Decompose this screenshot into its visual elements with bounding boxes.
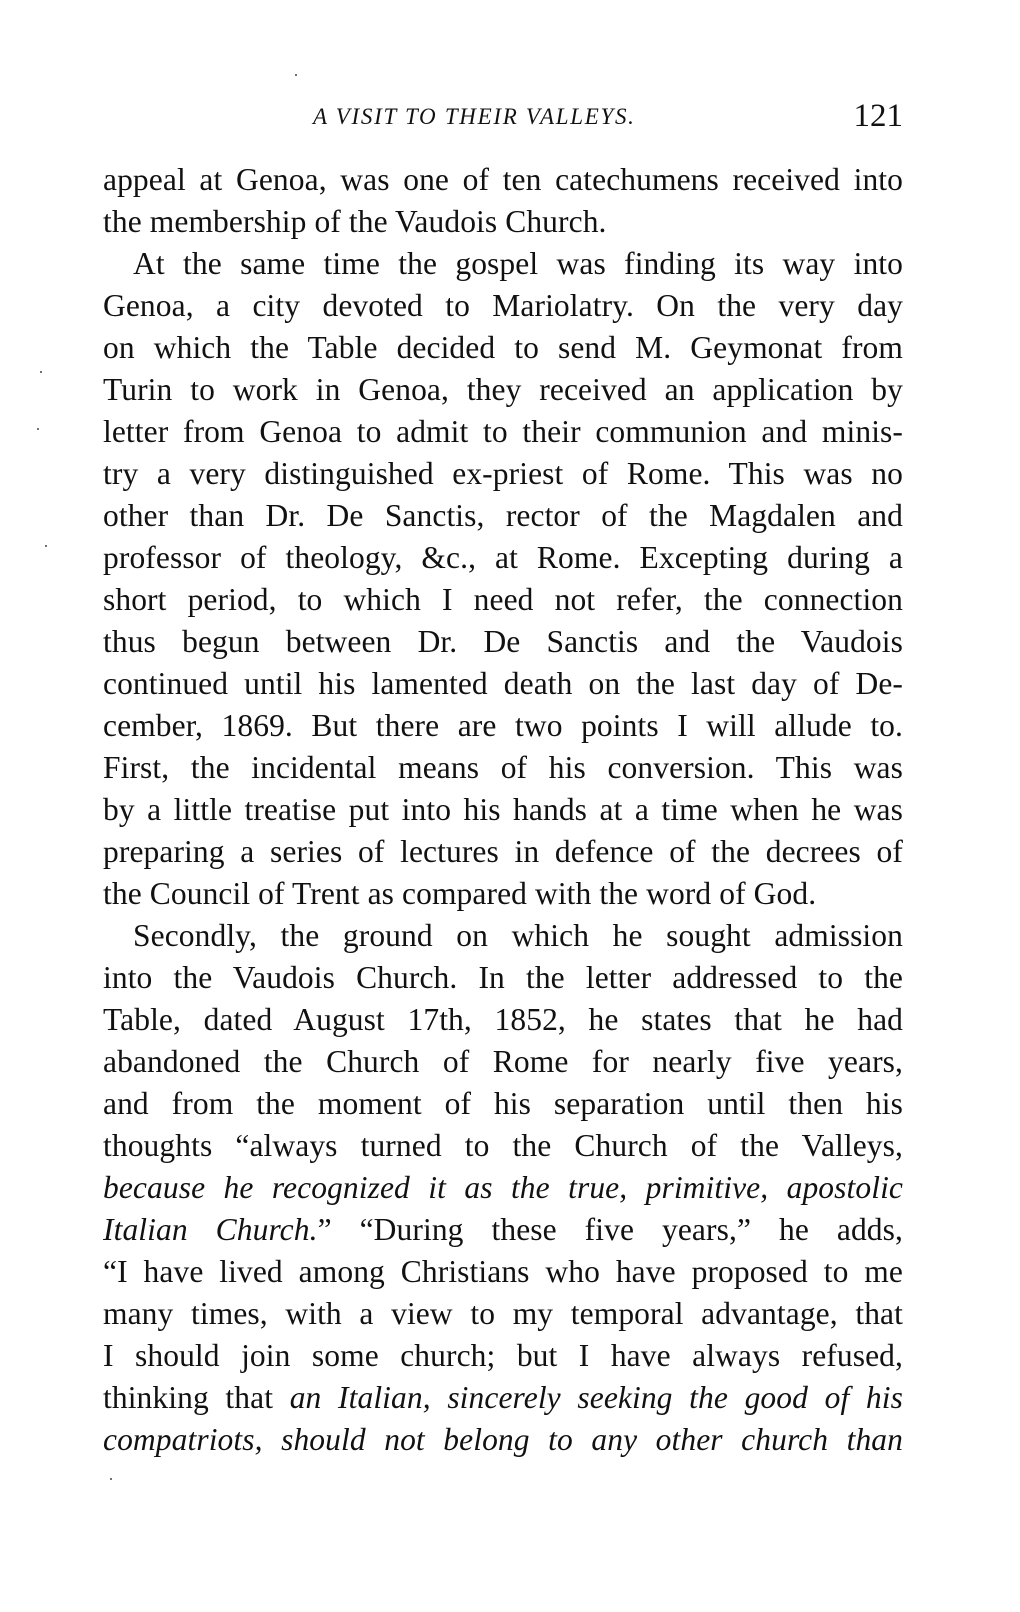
text-line [103, 622, 903, 662]
text-run: other than Dr. De Sanctis, rector of the Magdalen and [103, 498, 903, 533]
text-run: ” “During these five years,” he adds, [317, 1212, 903, 1247]
text-line [103, 160, 903, 200]
italic-text: an Italian, sincerely seeking the good of his [289, 1380, 903, 1415]
print-speck [37, 428, 39, 430]
text-run: on which the Table decided to send M. Geymonat from [103, 330, 903, 365]
text-line [103, 1084, 903, 1124]
text-run: the membership of the Vaudois Church. [103, 204, 607, 239]
text-run: cember, 1869. But there are two points I will allude to. [103, 708, 903, 743]
text-line [103, 916, 903, 956]
text-line [103, 1210, 903, 1250]
text-line [103, 454, 903, 494]
text-line [103, 244, 903, 284]
text-line [103, 1042, 903, 1082]
text-run: by a little treatise put into his hands at a time when he was [103, 792, 903, 827]
print-speck [45, 545, 47, 547]
running-title: A VISIT TO THEIR VALLEYS. [313, 104, 636, 129]
text-line [103, 496, 903, 536]
text-run: Turin to work in Genoa, they received an application by [103, 372, 903, 407]
text-line [103, 370, 903, 410]
text-run: short period, to which I need not refer, the connection [103, 582, 903, 617]
text-run: Secondly, the ground on which he sought admission [133, 918, 903, 953]
text-line [103, 1000, 903, 1040]
text-line [103, 1294, 903, 1334]
text-run: thus begun between Dr. De Sanctis and the Vaudois [103, 624, 903, 659]
text-run: Genoa, a city devoted to Mariolatry. On the very day [103, 288, 903, 323]
text-line [103, 790, 903, 830]
text-run: try a very distinguished ex-priest of Rome. This was no [103, 456, 903, 491]
text-line [103, 832, 903, 872]
text-run: the Council of Trent as compared with the word of God. [103, 876, 817, 911]
text-run: “I have lived among Christians who have proposed to me [103, 1254, 903, 1289]
italic-text: Italian Church. [103, 1212, 318, 1247]
text-line [103, 286, 903, 326]
text-line [103, 706, 903, 746]
text-line [103, 664, 903, 704]
page-number: 121 [853, 98, 903, 134]
text-run: professor of theology, &c., at Rome. Excepting during a [103, 540, 903, 575]
text-line [103, 328, 903, 368]
text-run: appeal at Genoa, was one of ten catechumens received into [103, 162, 903, 197]
text-run: into the Vaudois Church. In the letter addressed to the [103, 960, 903, 995]
text-line [103, 874, 903, 914]
text-line [103, 1336, 903, 1376]
text-line [103, 1168, 903, 1208]
text-line [103, 748, 903, 788]
italic-text: compatriots, should not belong to any other church than [103, 1422, 903, 1457]
text-run: letter from Genoa to admit to their communion and minis- [103, 414, 903, 449]
text-run: At the same time the gospel was finding its way into [133, 246, 903, 281]
italic-text: because he recognized it as the true, primitive, apostolic [103, 1170, 903, 1205]
text-line [103, 958, 903, 998]
text-line [103, 202, 903, 242]
text-run: Table, dated August 17th, 1852, he states that he had [103, 1002, 903, 1037]
text-line [103, 412, 903, 452]
text-run: many times, with a view to my temporal advantage, that [103, 1296, 903, 1331]
text-run: and from the moment of his separation until then his [103, 1086, 903, 1121]
print-speck [110, 1478, 112, 1480]
print-speck [295, 74, 297, 76]
text-run: thinking that [103, 1380, 290, 1415]
text-line [103, 1378, 903, 1418]
text-line [103, 1420, 903, 1460]
print-speck [40, 371, 42, 373]
text-line [103, 538, 903, 578]
text-run: abandoned the Church of Rome for nearly five years, [103, 1044, 903, 1079]
text-line [103, 1126, 903, 1166]
text-run: preparing a series of lectures in defence of the decrees of [103, 834, 903, 869]
running-head [103, 98, 903, 138]
text-line [103, 1252, 903, 1292]
text-run: continued until his lamented death on the last day of De- [103, 666, 903, 701]
text-run: First, the incidental means of his conversion. This was [103, 750, 903, 785]
text-run: thoughts “always turned to the Church of the Valleys, [103, 1128, 903, 1163]
text-line [103, 580, 903, 620]
text-run: I should join some church; but I have always refused, [103, 1338, 903, 1373]
